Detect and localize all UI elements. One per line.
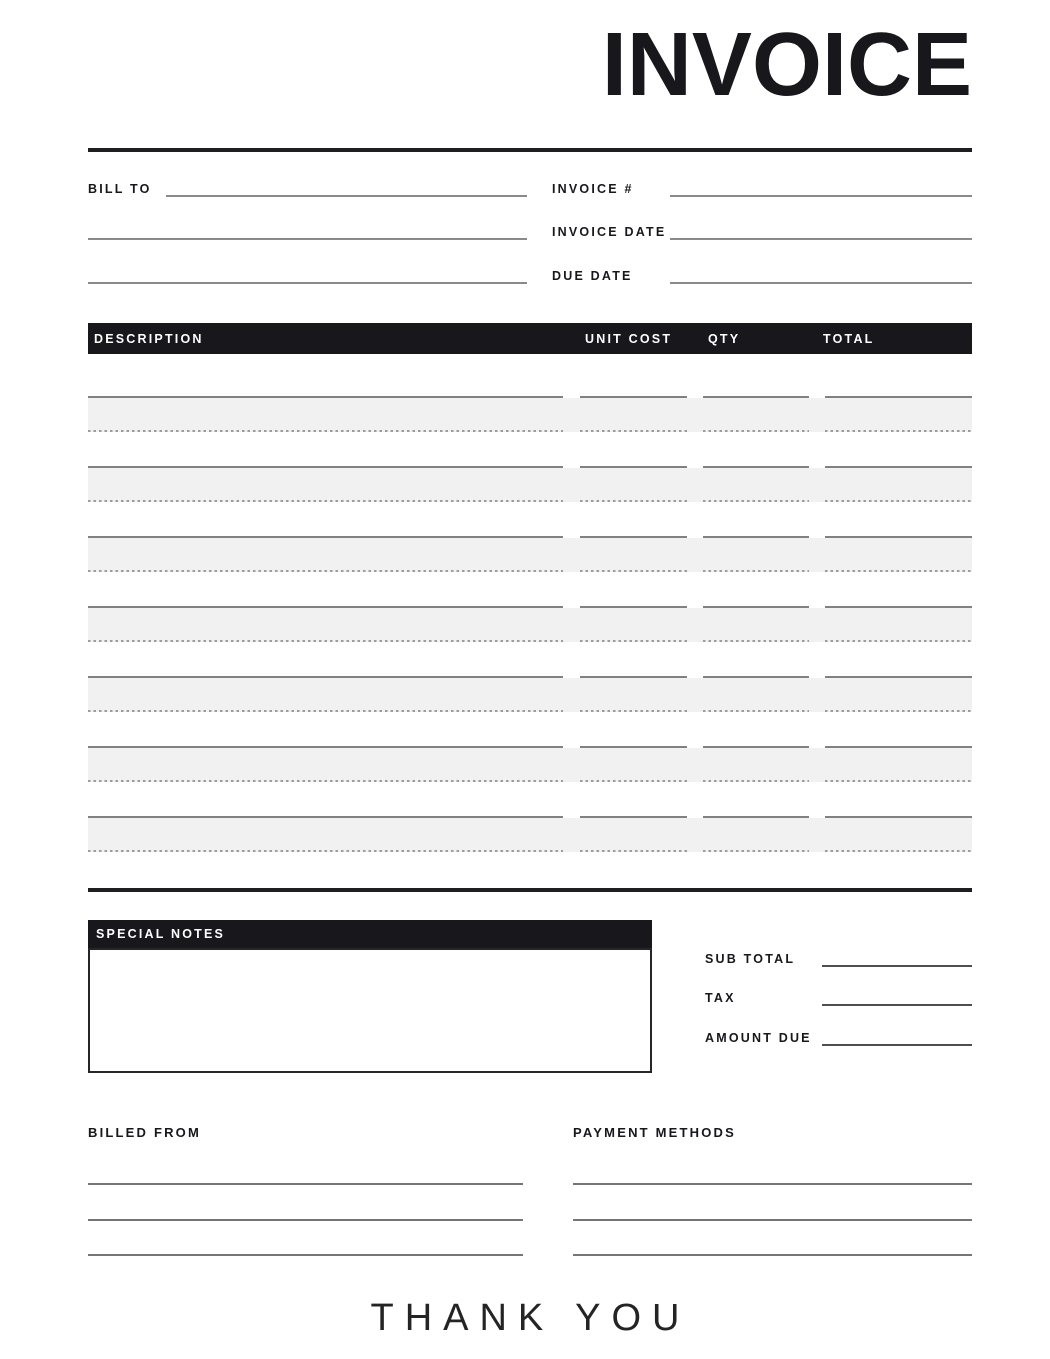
- column-header-total: TOTAL: [823, 331, 875, 346]
- items-table-body: [88, 354, 972, 892]
- sub-total-field[interactable]: [822, 965, 972, 967]
- item-row-shaded-area[interactable]: [88, 538, 972, 572]
- special-notes-label: SPECIAL NOTES: [96, 926, 226, 941]
- item-row-shaded-area[interactable]: [88, 608, 972, 642]
- item-row-writing-area[interactable]: [88, 782, 972, 818]
- billed-from-section: [88, 1124, 523, 1264]
- special-notes-field[interactable]: [88, 948, 652, 1073]
- bill-to-field-2[interactable]: [88, 238, 527, 240]
- table-bottom-spacer: [88, 852, 972, 888]
- bill-to-field-3[interactable]: [88, 282, 527, 284]
- special-notes-section: [88, 920, 652, 1073]
- billed-from-label: BILLED FROM: [88, 1125, 202, 1140]
- tax-row: [705, 990, 972, 1006]
- item-row-writing-area[interactable]: [88, 432, 972, 468]
- due-date-label: DUE DATE: [552, 269, 633, 283]
- invoice-date-label: INVOICE DATE: [552, 225, 667, 239]
- invoice-number-group: [552, 183, 972, 197]
- due-date-group: [552, 270, 972, 284]
- item-row-shaded-area[interactable]: [88, 398, 972, 432]
- sub-total-label: SUB TOTAL: [705, 952, 796, 966]
- thank-you-text: THANK YOU: [370, 1297, 691, 1339]
- bill-to-field[interactable]: [166, 195, 527, 197]
- item-row-shaded-area[interactable]: [88, 678, 972, 712]
- billing-row-3: [88, 258, 972, 284]
- invoice-date-field[interactable]: [670, 238, 972, 240]
- item-row-shaded-area[interactable]: [88, 748, 972, 782]
- item-row-writing-area[interactable]: [88, 354, 972, 398]
- billed-from-field-1[interactable]: [88, 1183, 523, 1185]
- billed-from-field-3[interactable]: [88, 1254, 523, 1256]
- billed-from-field-2[interactable]: [88, 1219, 523, 1221]
- invoice-number-label: INVOICE #: [552, 182, 634, 196]
- invoice-number-field[interactable]: [670, 195, 972, 197]
- column-header-unit-cost: UNIT COST: [585, 331, 673, 346]
- invoice-date-group: [552, 226, 972, 240]
- sub-total-row: [705, 951, 972, 967]
- items-table: [88, 323, 972, 892]
- header-divider: [88, 148, 972, 152]
- bill-to-line-3: [88, 282, 527, 284]
- billing-row-2: [88, 214, 972, 240]
- items-table-header: [88, 323, 972, 354]
- payment-methods-label: PAYMENT METHODS: [573, 1125, 737, 1140]
- bill-to-group: [88, 183, 527, 197]
- column-header-description: DESCRIPTION: [94, 331, 204, 346]
- amount-due-label: AMOUNT DUE: [705, 1031, 812, 1045]
- tax-label: TAX: [705, 991, 736, 1005]
- special-notes-header: [88, 920, 652, 948]
- item-row-shaded-area[interactable]: [88, 818, 972, 852]
- amount-due-row: [705, 1030, 972, 1046]
- amount-due-field[interactable]: [822, 1044, 972, 1046]
- page-title: INVOICE: [601, 15, 972, 115]
- column-header-qty: QTY: [708, 331, 741, 346]
- billing-row-1: [88, 171, 972, 197]
- item-row-writing-area[interactable]: [88, 502, 972, 538]
- payment-methods-field-3[interactable]: [573, 1254, 972, 1256]
- due-date-field[interactable]: [670, 282, 972, 284]
- payment-methods-field-1[interactable]: [573, 1183, 972, 1185]
- item-row-shaded-area[interactable]: [88, 468, 972, 502]
- tax-field[interactable]: [822, 1004, 972, 1006]
- payment-methods-field-2[interactable]: [573, 1219, 972, 1221]
- item-row-writing-area[interactable]: [88, 712, 972, 748]
- item-row-writing-area[interactable]: [88, 572, 972, 608]
- payment-methods-section: [573, 1124, 972, 1264]
- bill-to-label: BILL TO: [88, 182, 152, 196]
- item-row-writing-area[interactable]: [88, 642, 972, 678]
- bill-to-line-2: [88, 238, 527, 240]
